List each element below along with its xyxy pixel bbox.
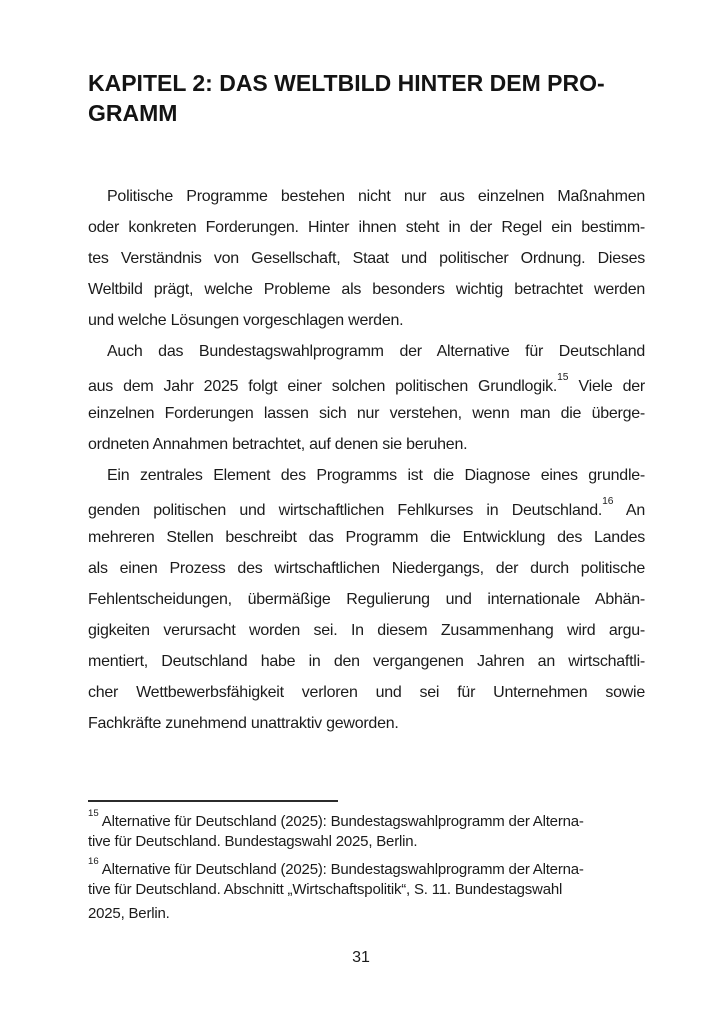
text-line-content: mentiert, Deutschland habe in den vergangenen Jahren an wirtschaftli- bbox=[88, 653, 645, 670]
text-line bbox=[88, 460, 645, 491]
footnote-line: tive für Deutschland. Bundestagswahl 2025, Berlin. bbox=[88, 833, 418, 850]
text-line-content: oder konkreten Forderungen. Hinter ihnen steht in der Regel ein bestimm- bbox=[88, 219, 645, 236]
text-line-content: als einen Prozess des wirtschaftlichen Niedergangs, der durch politische bbox=[88, 560, 645, 577]
text-line-content: Fehlentscheidungen, übermäßige Regulierung und internationale Abhän- bbox=[88, 591, 645, 608]
text-line-content: cher Wettbewerbsfähigkeit verloren und sei für Unternehmen sowie bbox=[88, 684, 645, 701]
footnote-reference: 15 bbox=[88, 807, 99, 819]
footnote-reference: 16 bbox=[88, 855, 99, 867]
text-line-content: und welche Lösungen vorgeschlagen werden. bbox=[88, 312, 404, 329]
footnote-line: 2025, Berlin. bbox=[88, 905, 170, 922]
text-line-content: mehreren Stellen beschreibt das Programm die Entwicklung des Landes bbox=[88, 529, 645, 546]
text-line bbox=[88, 243, 645, 274]
text-line-content: einzelnen Forderungen lassen sich nur verstehen, wenn man die überge- bbox=[88, 405, 645, 422]
footnote-reference: 16 bbox=[602, 496, 614, 508]
text-line bbox=[88, 274, 645, 305]
text-line-content: Politische Programme bestehen nicht nur aus einzelnen Maßnahmen bbox=[107, 188, 645, 205]
text-line bbox=[88, 615, 645, 646]
text-line-content: gigkeiten verursacht worden sei. In diesem Zusammenhang wird argu- bbox=[88, 622, 645, 639]
text-line bbox=[88, 584, 645, 615]
paragraph bbox=[88, 460, 645, 739]
text-line-content: tes Verständnis von Gesellschaft, Staat und politischer Ordnung. Dieses bbox=[88, 250, 645, 267]
footnote-line: $^{15}$ Alternative für Deutschland (2025): Bundestagswahlprogramm der Alterna- bbox=[88, 807, 584, 830]
text-line bbox=[88, 646, 645, 677]
text-line bbox=[88, 305, 645, 336]
text-line bbox=[88, 677, 645, 708]
text-line bbox=[88, 491, 645, 522]
body-text bbox=[88, 181, 645, 739]
text-line-content: aus dem Jahr 2025 folgt einer solchen politischen Grundlogik.$^{15}$ Viele der bbox=[88, 372, 645, 396]
text-line bbox=[88, 522, 645, 553]
text-line bbox=[88, 708, 645, 739]
text-line-content: genden politischen und wirtschaftlichen Fehlkurses in Deutschland.$^{16}$ An bbox=[88, 496, 645, 520]
chapter-heading-line: GRAMM bbox=[88, 100, 178, 126]
footnote-line: tive für Deutschland. Abschnitt „Wirtschaftspolitik“, S. 11. Bundestagswahl bbox=[88, 881, 563, 898]
text-line-content: Fachkräfte zunehmend unattraktiv geworden. bbox=[88, 715, 399, 732]
footnote-item bbox=[88, 854, 648, 926]
text-line bbox=[88, 553, 645, 584]
text-line-content: ordneten Annahmen betrachtet, auf denen sie beruhen. bbox=[88, 436, 468, 453]
footnote-reference: 15 bbox=[557, 372, 569, 384]
text-line-content: Weltbild prägt, welche Probleme als besonders wichtig betrachtet werden bbox=[88, 281, 645, 298]
chapter-heading bbox=[88, 68, 668, 128]
footnote-item bbox=[88, 806, 648, 854]
text-line-content: Auch das Bundestagswahlprogramm der Alternative für Deutschland bbox=[107, 343, 645, 360]
footnote-separator bbox=[88, 800, 338, 802]
text-line bbox=[88, 212, 645, 243]
text-line bbox=[88, 398, 645, 429]
page-number: 31 bbox=[352, 949, 370, 966]
text-line-content: Ein zentrales Element des Programms ist die Diagnose eines grundle- bbox=[107, 467, 645, 484]
text-line bbox=[88, 336, 645, 367]
paragraph bbox=[88, 336, 645, 460]
text-line bbox=[88, 181, 645, 212]
footnotes bbox=[88, 806, 648, 926]
paragraph bbox=[88, 181, 645, 336]
text-line bbox=[88, 429, 645, 460]
footnote-line: $^{16}$ Alternative für Deutschland (2025): Bundestagswahlprogramm der Alterna- bbox=[88, 855, 584, 878]
text-line bbox=[88, 367, 645, 398]
chapter-heading-line: KAPITEL 2: DAS WELTBILD HINTER DEM PRO- bbox=[88, 70, 605, 96]
